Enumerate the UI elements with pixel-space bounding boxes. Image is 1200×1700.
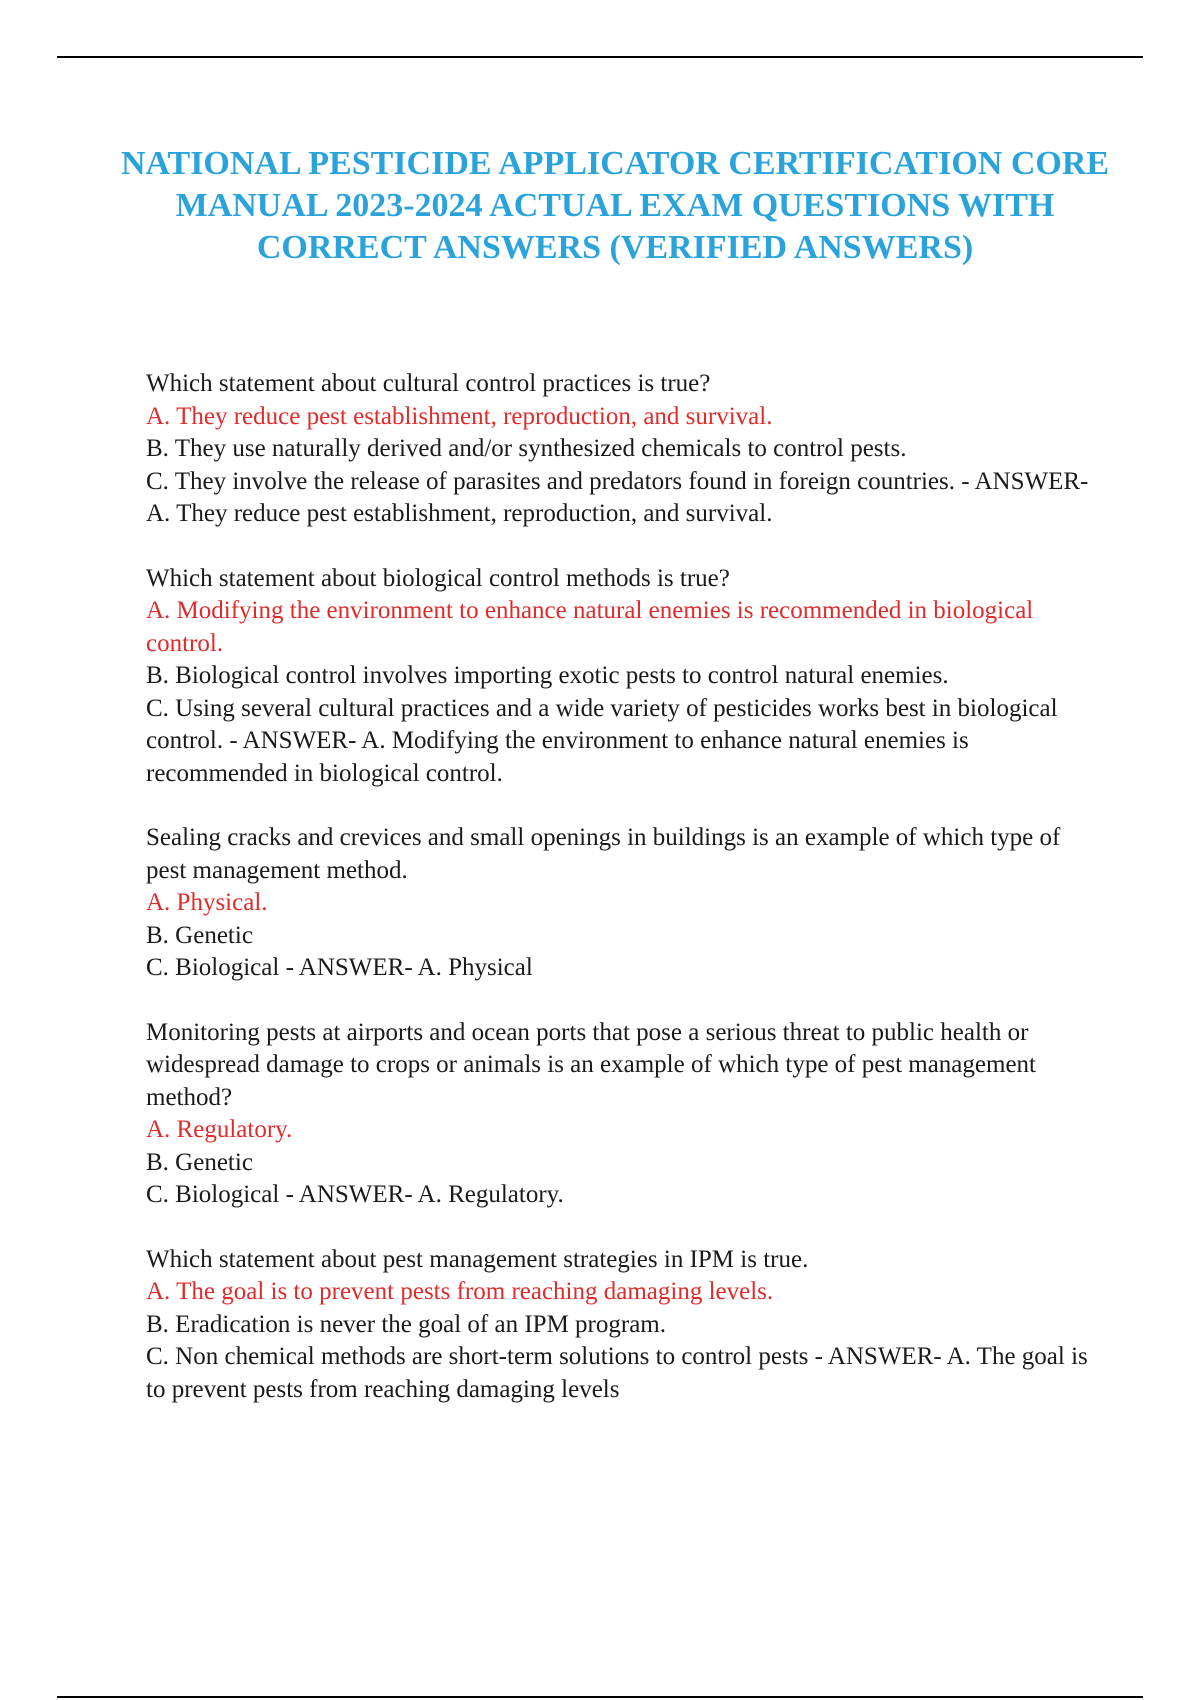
- option-c-with-answer: C. Using several cultural practices and a wide variety of pesticides works best in biological control. - ANSWER- A. Modifying the environment to enhance natural enemies is recommended in biological control.: [146, 694, 1058, 787]
- option-c-with-answer: C. They involve the release of parasites and predators found in foreign countries. - ANSWER- A. They reduce pest establishment, reproduction, and survival.: [146, 467, 1089, 527]
- question-list: [146, 368, 1091, 1438]
- question-block-3: [146, 822, 1091, 985]
- option-b: B. Eradication is never the goal of an IPM program.: [146, 1310, 666, 1338]
- question-text: Sealing cracks and crevices and small openings in buildings is an example of which type of pest management method.: [146, 824, 1061, 884]
- question-text: Monitoring pests at airports and ocean ports that pose a serious threat to public health or widespread damage to crops or animals is an example of which type of pest management method?: [146, 1018, 1036, 1111]
- correct-option: A. The goal is to prevent pests from reaching damaging levels.: [146, 1278, 774, 1305]
- option-b: B. Genetic: [146, 921, 253, 949]
- option-b: B. Genetic: [146, 1148, 253, 1176]
- option-c-with-answer: C. Non chemical methods are short-term solutions to control pests - ANSWER- A. The goal is to prevent pests from reaching damaging levels: [146, 1343, 1088, 1403]
- question-block-5: [146, 1244, 1091, 1407]
- correct-option: A. Physical.: [146, 889, 268, 916]
- question-text: Which statement about biological control methods is true?: [146, 564, 730, 592]
- question-text: Which statement about pest management strategies in IPM is true.: [146, 1245, 809, 1273]
- top-rule: [57, 56, 1143, 58]
- correct-option: A. They reduce pest establishment, reproduction, and survival.: [146, 402, 773, 430]
- question-block-1: [146, 368, 1091, 531]
- correct-option: A. Regulatory.: [146, 1116, 293, 1143]
- bottom-rule: [57, 1696, 1143, 1698]
- question-block-2: [146, 563, 1091, 791]
- correct-option: A. Modifying the environment to enhance natural enemies is recommended in biological control.: [146, 597, 1034, 657]
- document-title: NATIONAL PESTICIDE APPLICATOR CERTIFICATION CORE MANUAL 2023-2024 ACTUAL EXAM QUESTIONS WITH CORRECT ANSWERS (VERIFIED ANSWERS): [120, 145, 1110, 266]
- option-c-with-answer: C. Biological - ANSWER- A. Physical: [146, 954, 533, 981]
- option-c-with-answer: C. Biological - ANSWER- A. Regulatory.: [146, 1181, 564, 1208]
- question-block-4: [146, 1017, 1091, 1212]
- option-b: B. They use naturally derived and/or synthesized chemicals to control pests.: [146, 435, 907, 462]
- option-b: B. Biological control involves importing exotic pests to control natural enemies.: [146, 662, 949, 689]
- question-text: Which statement about cultural control practices is true?: [146, 370, 711, 397]
